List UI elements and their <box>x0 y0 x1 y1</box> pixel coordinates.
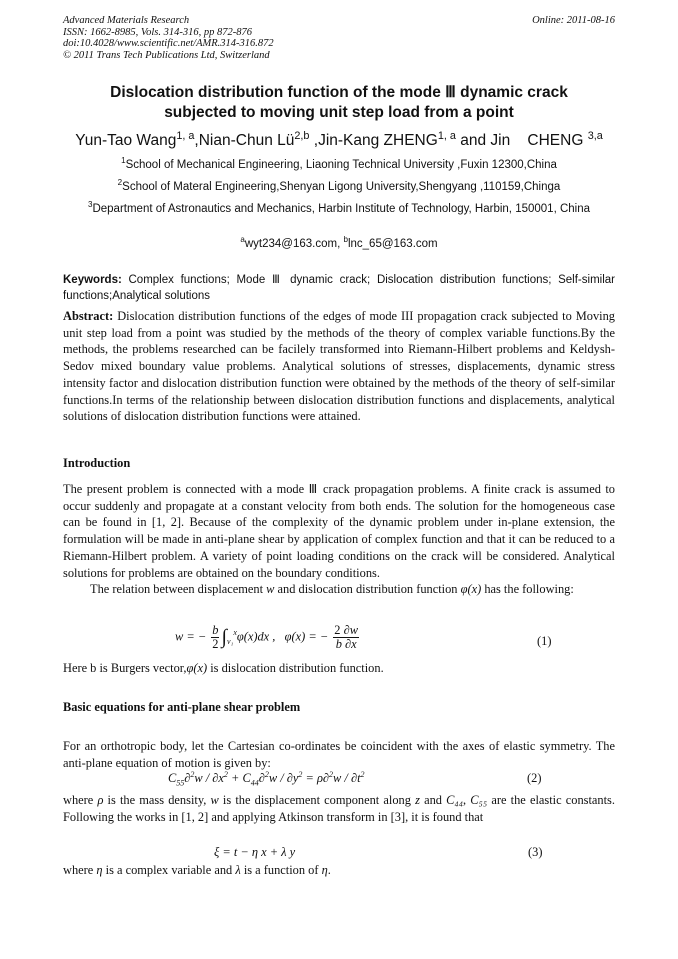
affiliation-2 <box>60 180 618 195</box>
abstract-label: Abstract: <box>63 309 114 323</box>
text-run: where <box>63 863 97 877</box>
fraction-denominator: 2 <box>212 637 219 651</box>
equation-2: $C_{55}\partial^2w / \partial x^2 + C_{44}\partial^2w / \partial y^2 = \rho\partial^2w / \partial t^2$ <box>168 769 365 788</box>
text-run: . <box>327 863 331 877</box>
text-run: where <box>63 793 98 807</box>
text-run: are the elastic constants. Following the works in [1, 2] and applying Atkinson transform in [3], it is found that <box>63 793 615 824</box>
abstract-text: Dislocation distribution functions of the edges of mode III propagation crack subjected to Moving unit step load from a point was studied by the methods of the theory of complex variable functions.By the methods, the problems researched can be facilely transformed into Riemann-Hilbert problems and Keldysh-Sedov mixed boundary value problems. Analytical solutions of stresses, displacements, dynamic stress intensity factor and dislocation distribution function were obtained by the methods of the theory of self-similar functions.In terms of the relationship between dislocation distribution functions and displacements, analytical solutions of dislocation distribution functions were attained. <box>63 309 615 424</box>
intro-paragraph-3 <box>63 660 615 677</box>
email-address[interactable]: lnc_65@163.com <box>347 238 438 250</box>
affil-text: School of Materal Engineering,Shenyan Ligong University,Shengyang ,110159,Chinga <box>122 181 561 193</box>
text-run: and dislocation distribution function <box>274 582 461 597</box>
title-line-2: subjected to moving unit step load from a point <box>164 104 514 121</box>
copyright-line: © 2011 Trans Tech Publications Ltd, Switzerland <box>63 49 270 61</box>
math-symbol: η <box>96 863 103 877</box>
text-run: is a function of <box>240 863 322 877</box>
title-line-1: Dislocation distribution function of the mode Ⅲ dynamic crack <box>110 84 568 101</box>
math-symbol: C₅₅ <box>470 793 488 807</box>
intro-paragraph-2 <box>63 581 615 598</box>
author-affil-mark: 3,a <box>587 129 603 142</box>
math-symbol: η <box>321 863 328 877</box>
doi-line: doi:10.4028/www.scientific.net/AMR.314-316.872 <box>63 38 274 49</box>
equation-2-number: (2) <box>527 771 542 785</box>
text-run: is the displacement component along <box>218 793 416 807</box>
equation-1: w = − $\frac{b}{2}$ $\int_{v_1}^x\varphi(x)dx$ , φ(x) = − $\frac{2 \partial w}{b \partial x}$ <box>175 623 358 651</box>
integral-lower: v₁ <box>226 636 234 646</box>
math-symbol: w <box>210 793 219 807</box>
author-list <box>30 131 648 151</box>
text-run: Here b is Burgers vector, <box>63 661 187 675</box>
abstract <box>63 308 615 425</box>
section2-paragraph-3 <box>63 862 615 879</box>
section2-paragraph-1: For an orthotropic body, let the Cartesian co-ordinates be coincident with the axes of elastic symmetry. The anti-plane equation of motion is given by: <box>63 739 615 770</box>
math-symbol: w <box>266 582 275 597</box>
text-run: The relation between displacement <box>90 582 267 597</box>
author-affil-mark: 2,b <box>294 129 310 142</box>
author-affil-mark: 1, a <box>437 129 456 142</box>
math-symbol: ρ <box>97 793 104 807</box>
text-run: and <box>419 793 447 807</box>
author-name: and Jin CHENG <box>455 132 588 149</box>
integral-upper: x <box>233 628 237 638</box>
math-symbol: φ(x) <box>460 582 482 597</box>
equation-1-number: (1) <box>537 634 552 648</box>
email-line <box>60 237 618 252</box>
keywords-label: Keywords: <box>63 274 122 286</box>
affil-mark: 3 <box>87 200 93 210</box>
email-address[interactable]: wyt234@163.com, <box>244 238 344 250</box>
fraction-numerator: b <box>212 623 219 637</box>
paragraph-text: The present problem is connected with a mode Ⅲ crack propagation problems. A finite crack is assumed to occur suddenly and propagate at a constant velocity from both ends. The solution for the homogeneous case can be found in [1, 2]. Because of the complexity of the dynamic problem under in-plane extension, the formulation will be made in anti-plane shear by application of complex function and that it can be reduced to a Riemann-Hilbert problem. A variety of point loading conditions on the crack will be considered. Analytical solutions for problems are obtained on the boundary conditions. <box>63 482 615 580</box>
affil-text: Department of Astronautics and Mechanics, Harbin Institute of Technology, Harbin, 150001, China <box>92 203 591 215</box>
math-symbol: z <box>415 793 420 807</box>
affil-mark: 1 <box>121 156 126 166</box>
equation-3-number: (3) <box>528 845 543 859</box>
author-name: ,Nian-Chun Lü <box>194 132 295 149</box>
section-heading-introduction: Introduction <box>63 456 131 470</box>
text-run: is dislocation distribution function. <box>207 661 384 675</box>
online-date: Online: 2011-08-16 <box>532 15 615 26</box>
text-run: is a complex variable and <box>102 863 236 877</box>
affiliation-3 <box>75 202 603 217</box>
text-run: , <box>463 793 471 807</box>
keywords <box>63 272 615 304</box>
text-run: has the following: <box>481 582 574 597</box>
affiliation-1 <box>60 158 618 173</box>
math-symbol: φ(x) <box>186 661 208 675</box>
author-affil-mark: 1, a <box>176 129 195 142</box>
email-mark: a <box>240 235 245 245</box>
text-run: is the mass density, <box>103 793 211 807</box>
fraction <box>211 624 219 651</box>
paper-title <box>40 83 638 123</box>
section2-paragraph-2 <box>63 792 615 825</box>
fraction-numerator: 2 ∂w <box>334 623 358 637</box>
section-heading-basic-equations: Basic equations for anti-plane shear problem <box>63 700 301 714</box>
issn-line: ISSN: 1662-8985, Vols. 314-316, pp 872-876 <box>63 26 252 38</box>
author-name: Yun-Tao Wang <box>75 132 177 149</box>
math-symbol: λ <box>235 863 241 877</box>
running-header <box>63 15 615 61</box>
email-mark: b <box>343 235 348 245</box>
intro-paragraph-1 <box>63 481 615 598</box>
integral-sign: ∫ <box>221 626 227 648</box>
affil-text: School of Mechanical Engineering, Liaoning Technical University ,Fuxin 12300,China <box>125 159 557 171</box>
author-name: ,Jin-Kang ZHENG <box>309 132 438 149</box>
equation-3: ξ = t − η x + λ y <box>214 845 296 859</box>
keywords-text: Complex functions; Mode Ⅲ dynamic crack; Dislocation distribution functions; Self-similar functions;Analytical solutions <box>63 274 615 302</box>
affil-mark: 2 <box>117 178 123 188</box>
journal-name: Advanced Materials Research <box>63 15 190 26</box>
math-symbol: C₄₄ <box>446 793 464 807</box>
fraction <box>333 624 359 651</box>
fraction-denominator: b ∂x <box>335 637 357 651</box>
